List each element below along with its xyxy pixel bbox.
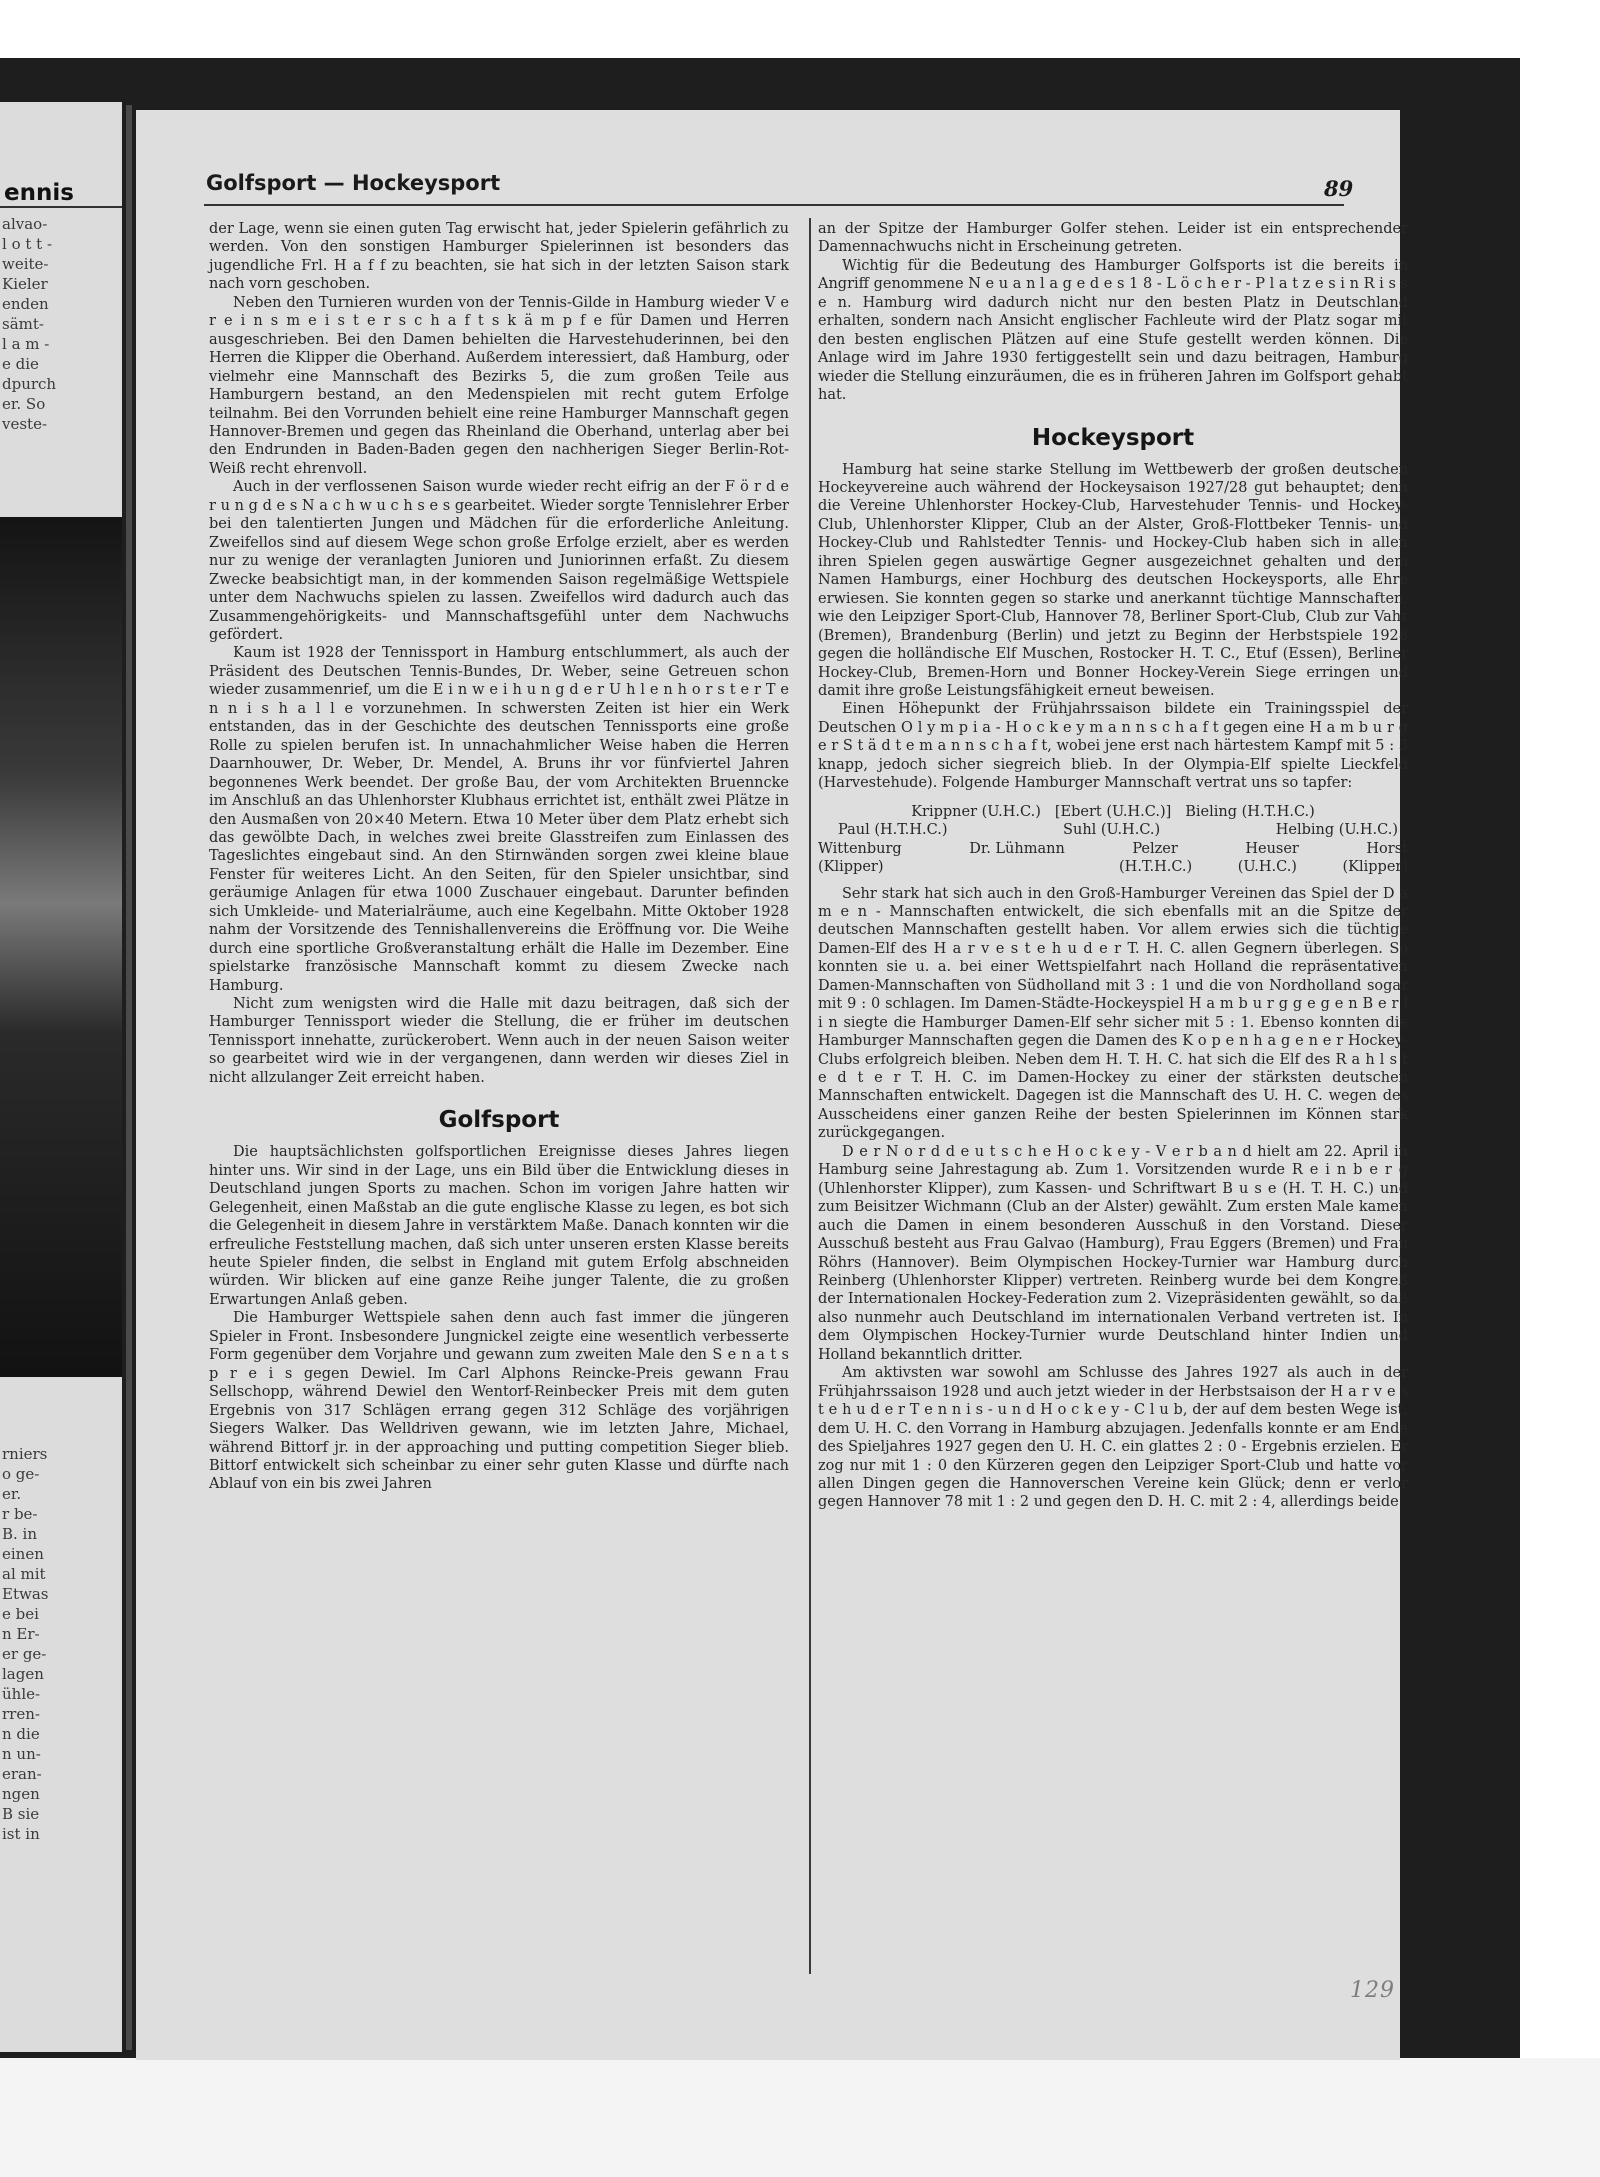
- lineup-row: [818, 821, 1408, 839]
- team-lineup: [818, 803, 1408, 877]
- lineup-row: [818, 803, 1408, 821]
- paragraph: Einen Höhepunkt der Frühjahrssaison bildete ein Trainingsspiel der Deutschen O l y m p i a - H o c k e y m a n n s c h a f t gegen eine H a m b u r g e r S t ä d t e m a n n s c h a f t, wobei jene erst nach härtestem Kampf mit 5 : 3 knapp, jedoch sicher siegreich blieb. In der Olympia-Elf spielte Lieckfeld (Harvestehude). Folgende Hamburger Mannschaft vertrat uns so tapfer:: [818, 701, 1408, 792]
- paragraph: Nicht zum wenigsten wird die Halle mit dazu beitragen, daß sich der Hamburger Tennissport wieder die Stellung, die er früher im deutschen Tennissport innehatte, zurückerobert. Wenn auch in der neuen Saison weiter so gearbeitet wird wie in der vergangenen, dann werden wir dieses Ziel in nicht allzulanger Zeit erreicht haben.: [209, 996, 789, 1086]
- column-divider: [809, 218, 811, 1974]
- player-name: Bieling (H.T.H.C.): [1185, 803, 1315, 820]
- left-column: [209, 220, 789, 1494]
- previous-page-upper-text: alvao- l o t t - weite- Kieler enden sämt- l a m - e die dpurch er. So veste-: [2, 215, 57, 433]
- paragraph: Neben den Turnieren wurden von der Tennis-Gilde in Hamburg wieder V e r e i n s m e i s t e r s c h a f t s k ä m p f e für Damen und Herren ausgeschrieben. Bei den Damen behielten die Harvestehuderinnen, bei den Herren die Klipper die Oberhand. Außerdem interessiert, daß Hamburg, oder vielmehr eine Mannschaft des Bezirks 5, die zum großen Teile aus Hamburgern bestand, an den Medenspielen mit recht gutem Erfolge teilnahm. Bei den Vorrunden behielt eine reine Hamburger Mannschaft gegen Hannover-Bremen und gegen das Rheinland die Oberhand, unterlag aber bei den Endrunden in Baden-Baden gegen den nachherigen Sieger Berlin-Rot-Weiß recht ehrenvoll.: [209, 294, 789, 477]
- hockeysport-heading: Hockeysport: [1031, 424, 1195, 451]
- lineup-row: [818, 840, 1408, 858]
- paragraph: Wichtig für die Bedeutung des Hamburger Golfsports ist die bereits in Angriff genommene N e u a n l a g e d e s 1 8 - L ö c h e r - P l a t z e s i n R i s s e n. Hamburg wird dadurch nicht nur den besten Platz in Deutschland erhalten, sondern nach Ansicht englischer Fachleute wird der Platz sogar mit den besten englischen Plätzen auf eine Stufe gestellt werden können. Die Anlage wird im Jahre 1930 fertiggestellt sein und dazu beitragen, Hamburg wieder die Stellung einzuräumen, die es in früheren Jahren im Golfsport gehabt hat.: [818, 257, 1408, 404]
- running-head: Golfsport — Hockeysport: [206, 171, 501, 195]
- player-name: Dr. Lühmann: [969, 840, 1065, 857]
- scan-border-top: [0, 0, 1600, 58]
- player-name: Paul (H.T.H.C.): [838, 822, 948, 839]
- previous-page-lower-text: rniers o ge- er. r be- B. in einen al mit Etwas e bei n Er- er ge- lagen ühle- rren- n die n un- eran- ngen B sie ist in: [2, 1445, 49, 1843]
- paragraph: Am aktivsten war sowohl am Schlusse des Jahres 1927 als auch in der Frühjahrssaison 1928 und auch jetzt wieder in der Herbstsaison der H a r v e s t e h u d e r T e n n i s - u n d H o c k e y - C l u b, der auf dem besten Wege ist, dem U. H. C. den Vorrang in Hamburg abzujagen. Jedenfalls konnte er am Ende des Spieljahres 1927 gegen den U. H. C. ein glattes 2 : 0 - Ergebnis erzielen. Er zog nur mit 1 : 0 den Kürzeren gegen den Leipziger Sport-Club und hatte vor allen Dingen gegen die Hannoverschen Vereine kein Glück; denn er verlor gegen Hannover 78 mit 1 : 2 und gegen den D. H. C. mit 2 : 4, allerdings beide: [818, 1365, 1408, 1511]
- page-number: 89: [1324, 176, 1354, 201]
- player-club: (U.H.C.): [1237, 859, 1297, 876]
- player-name: [Ebert (U.H.C.)]: [1054, 803, 1172, 820]
- paragraph: Hamburg hat seine starke Stellung im Wettbewerb der großen deutschen Hockeyvereine auch während der Hockeysaison 1927/28 gut behauptet; denn die Vereine Uhlenhorster Hockey-Club, Harvestehuder Tennis- und Hockey-Club, Uhlenhorster Klipper, Club an der Alster, Groß-Flottbeker Tennis- und Hockey-Club und Rahlstedter Tennis- und Hockey-Club haben sich in allen ihren Spielen gegen auswärtige Gegner ausgezeichnet gehalten und dem Namen Hamburgs, einer Hochburg des deutschen Hockeysports, alle Ehre erwiesen. Sie konnten gegen so starke und anerkannt tüchtige Mannschaften, wie den Leipziger Sport-Club, Hannover 78, Berliner Sport-Club, Club zur Vahr (Bremen), Brandenburg (Berlin) und jetzt zu Beginn der Herbstspiele 1928 gegen die holländische Elf Muschen, Rostocker H. T. C., Etuf (Essen), Berliner Hockey-Club, Bremen-Horn und Bonner Hockey-Verein Siege erringen und damit ihre große Leistungsfähigkeit erneut beweisen.: [818, 461, 1408, 699]
- player-name: Wittenburg: [818, 840, 902, 857]
- paragraph: D e r N o r d d e u t s c h e H o c k e y - V e r b a n d hielt am 22. April in Hamburg seine Jahrestagung ab. Zum 1. Vorsitzenden wurde R e i n b e r g (Uhlenhorster Klipper), zum Kassen- und Schriftwart B u s e (H. T. H. C.) und zum Beisitzer Wichmann (Club an der Alster) gewählt. Zum ersten Male kamen auch die Damen in einem besonderen Ausschuß in den Vorstand. Dieser Ausschuß besteht aus Frau Galvao (Hamburg), Frau Eggers (Bremen) und Frau Röhrs (Hannover). Beim Olympischen Hockey-Turnier war Hamburg durch Reinberg (Uhlenhorster Klipper) vertreten. Reinberg wurde bei dem Kongreß der Internationalen Hockey-Federation zum 2. Vizepräsidenten gewählt, so daß also nunmehr auch Deutschland im internationalen Verband vertreten ist. In dem Olympischen Hockey-Turnier wurde Deutschland hinter Indien und Holland bekanntlich dritter.: [818, 1143, 1408, 1363]
- paragraph: an der Spitze der Hamburger Golfer stehen. Leider ist ein entsprechender Damennachwuchs nicht in Erscheinung getreten.: [818, 221, 1408, 256]
- book-spine-shadow: [126, 105, 132, 2050]
- paragraph: der Lage, wenn sie einen guten Tag erwischt hat, jeder Spielerin gefährlich zu werden. Von den sonstigen Hamburger Spielerinnen ist besonders das jugendliche Frl. H a f f zu beachten, sie hat sich in der letzten Saison stark nach vorn geschoben.: [209, 221, 789, 293]
- lineup-row: [818, 858, 1408, 876]
- magazine-page: [136, 110, 1408, 2060]
- scan-border-bottom: [0, 2058, 1600, 2177]
- paragraph: Die hauptsächlichsten golfsportlichen Ereignisse dieses Jahres liegen hinter uns. Wir sind in der Lage, uns ein Bild über die Entwicklung dieses in Deutschland jungen Sports zu machen. Schon im vorigen Jahre hatten wir Gelegenheit, einen Maßstab an die gute englische Klasse zu legen, es bot sich die Gelegenheit in diesem Jahre in verstärktem Maße. Danach konnten wir die erfreuliche Feststellung machen, daß sich unter unseren ersten Klasse bereits heute Spieler finden, die selbst in England mit gutem Erfolg abschneiden würden. Wir blicken auf eine ganze Reihe junger Talente, die zu großen Erwartungen Anlaß geben.: [209, 1144, 789, 1308]
- previous-page-edge: [0, 102, 122, 2052]
- handwritten-page-note: 129: [1350, 1978, 1395, 2003]
- paragraph: Kaum ist 1928 der Tennissport in Hamburg entschlummert, als auch der Präsident des Deutschen Tennis-Bundes, Dr. Weber, seine Getreuen schon wieder zusammenrief, um die E i n w e i h u n g d e r U h l e n h o r s t e r T e n n i s h a l l e vorzunehmen. In schwersten Zeiten ist hier ein Werk entstanden, das in der Geschichte des deutschen Tennissports eine große Rolle zu spielen berufen ist. In unnachahmlicher Weise haben die Herren Daarnhouwer, Dr. Weber, Dr. Mendel, A. Bruns ihr vor fünfviertel Jahren begonnenes Werk beendet. Der große Bau, der vom Architekten Bruenncke im Anschluß an das Uhlenhorster Klubhaus errichtet ist, enthält zwei Plätze in den Ausmaßen von 20×40 Metern. Etwa 10 Meter über dem Platz erhebt sich das gewölbte Dach, in welches zwei breite Glasstreifen zum Einlassen des Tageslichtes eingebaut sind. An den Stirnwänden sorgen zwei kleine blaue Fenster für weiteres Licht. An den Seiten, für den Spieler unsichtbar, sind geräumige Anlagen für etwa 1000 Zuschauer eingebaut. Darunter befinden sich Umkleide- und Materialräume, auch eine Kegelbahn. Mitte Oktober 1928 nahm der Vorsitzende des Tennishallenvereins die Eröffnung vor. Die Weihe durch eine sportliche Großveranstaltung erhält die Halle im Dezember. Eine spielstarke französische Mannschaft kommt zu diesem Zwecke nach Hamburg.: [209, 645, 789, 994]
- right-column: [818, 220, 1408, 1512]
- header-rule: [204, 204, 1344, 206]
- previous-page-photo: [0, 517, 122, 1377]
- previous-page-heading: ennis: [4, 180, 74, 206]
- player-name: Helbing (U.H.C.): [1275, 822, 1398, 839]
- previous-page-rule: [0, 206, 122, 208]
- scan-border-right: [1520, 0, 1600, 2177]
- player-name: Horst: [1366, 840, 1408, 857]
- player-name: Heuser: [1245, 840, 1299, 857]
- player-club: (Klipper): [818, 859, 884, 876]
- paragraph: Sehr stark hat sich auch in den Groß-Hamburger Vereinen das Spiel der D a m e n - Mannschaften entwickelt, die sich ebenfalls mit an die Spitze der deutschen Mannschaften gestellt haben. Vor allem erwies sich die tüchtige Damen-Elf des H a r v e s t e h u d e r T. H. C. allen Gegnern überlegen. So konnten sie u. a. bei einer Wettspielfahrt nach Holland die repräsentativen Damen-Mannschaften von Südholland mit 3 : 1 und die von Nordholland sogar mit 9 : 0 schlagen. Im Damen-Städte-Hockeyspiel H a m b u r g g e g e n B e r l i n siegte die Hamburger Damen-Elf sehr sicher mit 5 : 1. Ebenso konnten die Hamburger Mannschaften gegen die Damen des K o p e n h a g e n e r Hockey-Clubs erfolgreich bleiben. Neben dem H. T. H. C. hat sich die Elf des R a h l s t e d t e r T. H. C. im Damen-Hockey zu einer der stärksten deutschen Mannschaften entwickelt. Dagegen ist die Mannschaft des U. H. C. wegen des Ausscheidens einer ganzen Reihe der besten Spielerinnen im Können stark zurückgegangen.: [818, 885, 1408, 1142]
- player-name: Krippner (U.H.C.): [911, 803, 1041, 820]
- player-name: Suhl (U.H.C.): [1063, 822, 1161, 839]
- golfsport-heading: Golfsport: [438, 1107, 560, 1134]
- player-club: (Klipper): [1342, 859, 1408, 876]
- player-name: Pelzer: [1132, 840, 1178, 857]
- paragraph: Die Hamburger Wettspiele sahen denn auch fast immer die jüngeren Spieler in Front. Insbesondere Jungnickel zeigte eine wesentlich verbesserte Form gegenüber dem Vorjahre und gewann zum zweiten Male den S e n a t s p r e i s gegen Dewiel. Im Carl Alphons Reincke-Preis gewann Frau Sellschopp, während Dewiel den Wentorf-Reinbecker Preis mit dem guten Ergebnis von 317 Schlägen errang gegen 312 Schläge des vorjährigen Siegers Walker. Das Welldriven gewann, wie im letzten Jahre, Michael, während Bittorf jr. in der approaching und putting competition Sieger blieb. Bittorf entwickelt sich scheinbar zu einer sehr guten Klasse und dürfte nach Ablauf von ein bis zwei Jahren: [209, 1310, 789, 1493]
- paragraph: Auch in der verflossenen Saison wurde wieder recht eifrig an der F ö r d e r u n g d e s N a c h w u c h s e s gearbeitet. Wieder sorgte Tennislehrer Erber bei den talentierten Jungen und Mädchen für die erforderliche Anleitung. Zweifellos sind auf diesem Wege schon große Erfolge erzielt, aber es werden nur zu wenige der veranlagten Junioren und Juniorinnen erfaßt. Zu diesem Zwecke beabsichtigt man, in der kommenden Saison regelmäßige Wettspiele unter dem Nachwuchs spielen zu lassen. Zweifellos wird dadurch auch das Zusammengehörigkeits- und Mannschaftsgefühl unter dem Nachwuchs gefördert.: [209, 479, 789, 643]
- player-club: (H.T.H.C.): [1119, 859, 1193, 876]
